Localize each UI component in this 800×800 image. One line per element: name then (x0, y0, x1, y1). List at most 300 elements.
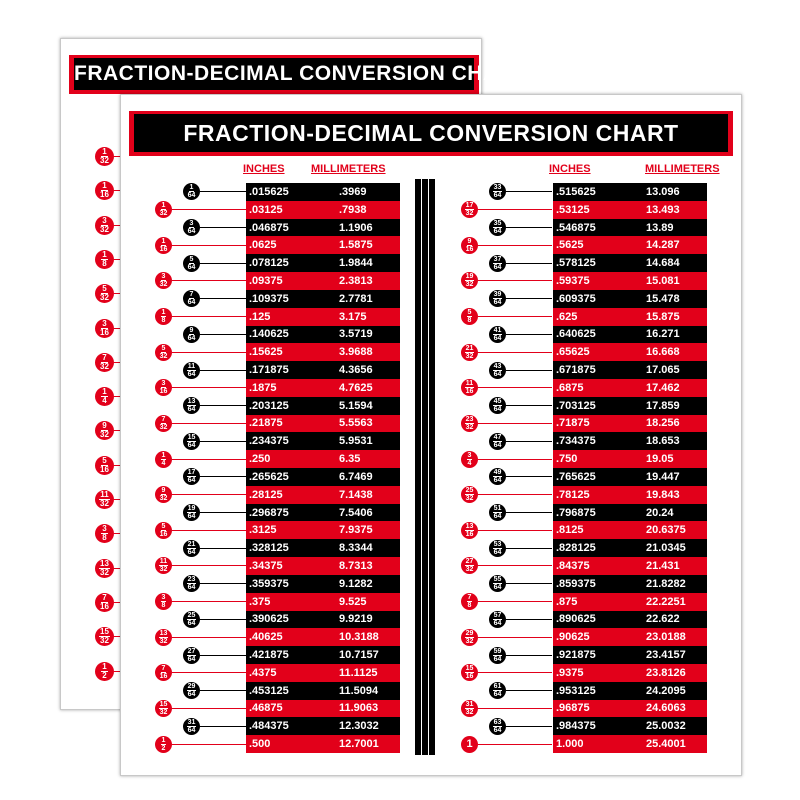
millimeter-value: 1.5875 (339, 239, 373, 252)
inch-value: .046875 (249, 221, 289, 234)
fraction-denominator: 64 (493, 192, 502, 200)
fraction-bubble (183, 575, 200, 592)
millimeter-value: 12.3032 (339, 720, 379, 733)
leader-line (172, 423, 246, 424)
fraction-numerator: 13 (187, 398, 196, 406)
fraction-denominator: 16 (100, 601, 109, 611)
fraction-label (155, 379, 246, 396)
fraction-bubble (461, 700, 478, 717)
inch-value: .90625 (556, 631, 590, 644)
table-row (553, 219, 707, 237)
table-row (553, 272, 707, 290)
fraction-numerator: 27 (187, 647, 196, 655)
inch-value: .890625 (556, 613, 596, 626)
fraction-bubble (183, 504, 200, 521)
right-millimeters-header: MILLIMETERS (645, 163, 720, 175)
millimeter-value: 2.7781 (339, 292, 373, 305)
millimeter-value: 9.525 (339, 595, 367, 608)
fraction-bubble (183, 718, 200, 735)
fraction-numerator: 23 (187, 576, 196, 584)
fraction-denominator: 32 (159, 281, 168, 289)
millimeter-value: 24.6063 (646, 702, 686, 715)
table-row (246, 521, 400, 539)
fraction-label (489, 718, 552, 735)
table-row (553, 575, 707, 593)
inch-value: .3125 (249, 524, 277, 537)
fraction-numerator: 43 (493, 362, 502, 370)
fraction-numerator: 21 (465, 344, 474, 352)
fraction-label (155, 272, 246, 289)
millimeter-value: 22.622 (646, 613, 680, 626)
fraction-numerator: 29 (465, 629, 474, 637)
fraction-numerator: 7 (161, 665, 166, 673)
inch-value: .953125 (556, 684, 596, 697)
millimeter-value: 19.05 (646, 453, 674, 466)
table-row (246, 379, 400, 397)
fraction-bubble (155, 522, 172, 539)
inch-value: .921875 (556, 649, 596, 662)
leader-line (200, 476, 246, 477)
fraction-denominator: 2 (161, 744, 166, 752)
leader-line (506, 512, 552, 513)
millimeter-value: 2.3813 (339, 274, 373, 287)
table-row (246, 628, 400, 646)
table-row (246, 183, 400, 201)
leader-line (172, 459, 246, 460)
table-row (246, 415, 400, 433)
fraction-bubble (461, 272, 478, 289)
fraction-bubble (95, 421, 114, 440)
fraction-bubble (489, 255, 506, 272)
leader-line (200, 227, 246, 228)
fraction-bubble (155, 736, 172, 753)
inch-value: .578125 (556, 257, 596, 270)
fraction-denominator: 8 (467, 317, 472, 325)
fraction-label (461, 415, 552, 432)
fraction-bubble (183, 326, 200, 343)
fraction-label (155, 522, 246, 539)
inch-value: .84375 (556, 559, 590, 572)
fraction-bubble (461, 237, 478, 254)
left-inches-header: INCHES (243, 163, 285, 175)
inch-value: .421875 (249, 649, 289, 662)
fraction-numerator: 9 (102, 421, 107, 431)
inch-value: .015625 (249, 185, 289, 198)
table-row (246, 361, 400, 379)
leader-line (506, 619, 552, 620)
fraction-numerator: 45 (493, 398, 502, 406)
inch-value: .609375 (556, 292, 596, 305)
fraction-numerator: 19 (187, 505, 196, 513)
fraction-bubble (183, 362, 200, 379)
fraction-denominator: 64 (493, 655, 502, 663)
fraction-bubble (183, 540, 200, 557)
millimeter-value: 11.9063 (339, 702, 379, 715)
fraction-numerator: 7 (161, 415, 166, 423)
table-row (246, 664, 400, 682)
millimeter-value: 3.9688 (339, 346, 373, 359)
fraction-denominator: 64 (187, 228, 196, 236)
fraction-denominator: 32 (159, 566, 168, 574)
fraction-bubble (95, 250, 114, 269)
inch-value: .750 (556, 453, 578, 466)
millimeter-value: 23.8126 (646, 666, 686, 679)
fraction-numerator: 47 (493, 433, 502, 441)
inch-value: .703125 (556, 399, 596, 412)
fraction-numerator: 9 (467, 237, 472, 245)
leader-line (506, 583, 552, 584)
leader-line (506, 263, 552, 264)
table-row (246, 308, 400, 326)
fraction-bubble (155, 451, 172, 468)
fraction-bubble (489, 611, 506, 628)
fraction-label (155, 557, 246, 574)
millimeter-value: 9.1282 (339, 577, 373, 590)
fraction-denominator: 64 (493, 263, 502, 271)
millimeter-value: 21.0345 (646, 542, 686, 555)
table-row (553, 664, 707, 682)
fraction-denominator: 64 (187, 513, 196, 521)
fraction-numerator: 21 (187, 540, 196, 548)
fraction-label (155, 486, 246, 503)
table-row (553, 343, 707, 361)
fraction-bubble (461, 344, 478, 361)
fraction-denominator: 16 (465, 673, 474, 681)
table-row (246, 432, 400, 450)
fraction-bubble (461, 201, 478, 218)
inch-value: .15625 (249, 346, 283, 359)
leader-line (506, 726, 552, 727)
fraction-numerator: 1 (161, 237, 166, 245)
leader-line (506, 690, 552, 691)
fraction-bubble (95, 181, 114, 200)
fraction-denominator: 32 (159, 495, 168, 503)
fraction-label (183, 326, 246, 343)
inch-value: .1875 (249, 381, 277, 394)
fraction-denominator: 64 (493, 299, 502, 307)
fraction-denominator: 64 (187, 548, 196, 556)
fraction-label (155, 344, 246, 361)
leader-line (172, 209, 246, 210)
fraction-denominator: 32 (100, 567, 109, 577)
inch-value: .0625 (249, 239, 277, 252)
leader-line (478, 245, 552, 246)
fraction-numerator: 13 (100, 558, 109, 568)
fraction-numerator: 57 (493, 611, 502, 619)
table-row (246, 717, 400, 735)
fraction-denominator: 64 (187, 263, 196, 271)
millimeter-value: 23.0188 (646, 631, 686, 644)
leader-line (200, 690, 246, 691)
fraction-bubble (461, 629, 478, 646)
fraction-numerator: 5 (161, 522, 166, 530)
leader-line (200, 583, 246, 584)
millimeter-value: 16.668 (646, 346, 680, 359)
fraction-bubble (461, 593, 478, 610)
fraction-label (155, 201, 246, 218)
fraction-bubble (461, 379, 478, 396)
table-row (246, 557, 400, 575)
fraction-numerator: 1 (189, 184, 194, 192)
fraction-numerator: 17 (187, 469, 196, 477)
table-row (553, 290, 707, 308)
fraction-bubble (461, 486, 478, 503)
inch-value: .9375 (556, 666, 584, 679)
fraction-label (461, 379, 552, 396)
leader-line (478, 672, 552, 673)
leader-line (506, 370, 552, 371)
fraction-numerator: 33 (493, 184, 502, 192)
fraction-numerator: 1 (161, 736, 166, 744)
inch-value: .78125 (556, 488, 590, 501)
fraction-bubble (155, 272, 172, 289)
fraction-label (183, 575, 246, 592)
fraction-bubble (183, 183, 200, 200)
fraction-numerator: 9 (189, 326, 194, 334)
left-millimeters-header: MILLIMETERS (311, 163, 386, 175)
leader-line (506, 441, 552, 442)
fraction-numerator: 23 (465, 415, 474, 423)
fraction-bubble (489, 433, 506, 450)
inch-value: .8125 (556, 524, 584, 537)
front-chart-sheet (120, 94, 742, 776)
fraction-numerator: 1 (102, 661, 107, 671)
millimeter-value: 25.4001 (646, 738, 686, 751)
fraction-label (489, 397, 552, 414)
fraction-denominator: 64 (493, 334, 502, 342)
fraction-numerator: 49 (493, 469, 502, 477)
leader-line (172, 672, 246, 673)
fraction-bubble (489, 326, 506, 343)
table-row (246, 450, 400, 468)
fraction-label (461, 344, 552, 361)
leader-line (478, 459, 552, 460)
inch-value: .875 (556, 595, 578, 608)
leader-line (172, 352, 246, 353)
fraction-denominator: 32 (100, 224, 109, 234)
leader-line (506, 476, 552, 477)
fraction-label (461, 522, 552, 539)
fraction-label (155, 451, 246, 468)
leader-line (200, 370, 246, 371)
inch-value: .65625 (556, 346, 590, 359)
fraction-numerator: 53 (493, 540, 502, 548)
millimeter-value: 14.287 (646, 239, 680, 252)
fraction-numerator: 3 (161, 273, 166, 281)
fraction-bubble (183, 397, 200, 414)
inch-value: .46875 (249, 702, 283, 715)
table-row (553, 700, 707, 718)
fraction-bubble (155, 700, 172, 717)
table-row (246, 539, 400, 557)
inch-value: .328125 (249, 542, 289, 555)
fraction-bubble (461, 415, 478, 432)
fraction-label (489, 468, 552, 485)
fraction-denominator: 64 (493, 691, 502, 699)
fraction-bubble (155, 344, 172, 361)
millimeter-value: 24.2095 (646, 684, 686, 697)
front-title-band (129, 111, 733, 156)
leader-line (200, 512, 246, 513)
fraction-bubble (461, 308, 478, 325)
leader-line (172, 601, 246, 602)
inch-value: .484375 (249, 720, 289, 733)
right-conversion-table (553, 183, 707, 753)
fraction-numerator: 25 (465, 487, 474, 495)
table-row (553, 717, 707, 735)
table-row (246, 326, 400, 344)
fraction-bubble (95, 490, 114, 509)
leader-line (478, 708, 552, 709)
fraction-label (461, 308, 552, 325)
fraction-bubble (489, 718, 506, 735)
inch-value: .765625 (556, 470, 596, 483)
inch-value: .96875 (556, 702, 590, 715)
fraction-label (489, 575, 552, 592)
inch-value: .640625 (556, 328, 596, 341)
fraction-numerator: 1 (161, 451, 166, 459)
fraction-bubble (155, 593, 172, 610)
fraction-denominator: 32 (100, 361, 109, 371)
table-row (553, 504, 707, 522)
fraction-bubble (95, 456, 114, 475)
table-row (246, 682, 400, 700)
fraction-denominator: 64 (493, 370, 502, 378)
fraction-denominator: 16 (159, 673, 168, 681)
fraction-bubble (183, 219, 200, 236)
fraction-denominator: 32 (465, 281, 474, 289)
leader-line (200, 334, 246, 335)
fraction-bubble (155, 664, 172, 681)
inch-value: .671875 (556, 364, 596, 377)
fraction-bubble (489, 647, 506, 664)
fraction-bubble (95, 147, 114, 166)
millimeter-value: 21.8282 (646, 577, 686, 590)
leader-line (200, 298, 246, 299)
fraction-bubble (461, 522, 478, 539)
table-row (246, 486, 400, 504)
fraction-label (155, 736, 246, 753)
fraction-denominator: 32 (159, 708, 168, 716)
leader-line (172, 280, 246, 281)
fraction-bubble (95, 353, 114, 372)
fraction-numerator: 11 (465, 380, 474, 388)
fraction-label (489, 611, 552, 628)
left-conversion-table (246, 183, 400, 753)
leader-line (172, 565, 246, 566)
millimeter-value: 11.5094 (339, 684, 379, 697)
inch-value: .71875 (556, 417, 590, 430)
inch-value: .500 (249, 738, 271, 751)
leader-line (172, 316, 246, 317)
leader-line (478, 280, 552, 281)
fraction-numerator: 1 (102, 147, 107, 156)
fraction-label (489, 433, 552, 450)
table-row (553, 308, 707, 326)
fraction-denominator: 64 (187, 691, 196, 699)
millimeter-value: 15.478 (646, 292, 680, 305)
fraction-numerator: 11 (100, 490, 109, 499)
fraction-numerator: 7 (102, 352, 107, 362)
table-row (553, 379, 707, 397)
fraction-bubble (461, 736, 478, 753)
leader-line (172, 387, 246, 388)
fraction-label (489, 326, 552, 343)
leader-line (172, 708, 246, 709)
fraction-numerator: 7 (467, 594, 472, 602)
fraction-bubble (155, 201, 172, 218)
fraction-label (155, 237, 246, 254)
table-row (246, 646, 400, 664)
fraction-denominator: 64 (187, 299, 196, 307)
fraction-bubble (95, 387, 114, 406)
millimeter-value: 9.9219 (339, 613, 373, 626)
fraction-denominator: 16 (100, 327, 109, 337)
fraction-numerator: 3 (161, 594, 166, 602)
fraction-label (183, 718, 246, 735)
inch-value: .078125 (249, 257, 289, 270)
table-row (246, 611, 400, 629)
table-row (553, 326, 707, 344)
fraction-numerator: 5 (189, 255, 194, 263)
millimeter-value: 12.7001 (339, 738, 379, 751)
inch-value: .203125 (249, 399, 289, 412)
table-row (246, 254, 400, 272)
inch-value: .265625 (249, 470, 289, 483)
fraction-denominator: 16 (465, 530, 474, 538)
table-row (246, 593, 400, 611)
table-row (553, 397, 707, 415)
leader-line (172, 637, 246, 638)
table-row (553, 361, 707, 379)
leader-line (478, 601, 552, 602)
table-row (246, 290, 400, 308)
fraction-bubble (461, 451, 478, 468)
table-row (246, 236, 400, 254)
millimeter-value: 6.7469 (339, 470, 373, 483)
fraction-bubble (95, 216, 114, 235)
fraction-label (183, 540, 246, 557)
inch-value: .296875 (249, 506, 289, 519)
fraction-numerator: 61 (493, 683, 502, 691)
fraction-label (155, 593, 246, 610)
millimeter-value: 20.6375 (646, 524, 686, 537)
right-fraction-column (435, 183, 555, 753)
fraction-denominator: 16 (100, 190, 109, 200)
fraction-numerator: 31 (465, 700, 474, 708)
inch-value: .828125 (556, 542, 596, 555)
millimeter-value: 17.462 (646, 381, 680, 394)
fraction-denominator: 64 (187, 370, 196, 378)
fraction-denominator: 32 (465, 210, 474, 218)
fraction-numerator: 55 (493, 576, 502, 584)
fraction-bubble (95, 284, 114, 303)
millimeter-value: 17.859 (646, 399, 680, 412)
fraction-denominator: 32 (465, 352, 474, 360)
fraction-numerator: 35 (493, 220, 502, 228)
inch-value: .34375 (249, 559, 283, 572)
fraction-numerator: 15 (100, 627, 109, 637)
inch-value: .796875 (556, 506, 596, 519)
millimeter-value: 10.3188 (339, 631, 379, 644)
millimeter-value: 16.271 (646, 328, 680, 341)
millimeter-value: 17.065 (646, 364, 680, 377)
leader-line (200, 263, 246, 264)
inch-value: .453125 (249, 684, 289, 697)
fraction-denominator: 16 (159, 530, 168, 538)
inch-value: .109375 (249, 292, 289, 305)
millimeter-value: 11.1125 (339, 666, 378, 679)
